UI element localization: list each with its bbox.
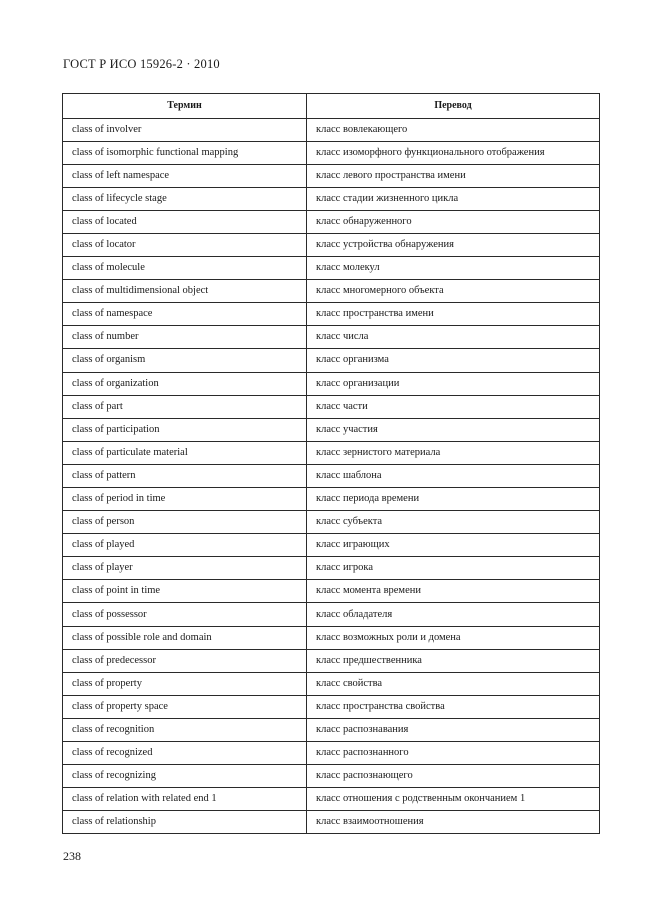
translation-cell: класс стадии жизненного цикла: [307, 187, 600, 210]
translation-cell: класс вовлекающего: [307, 118, 600, 141]
table-row: [63, 488, 600, 511]
translation-cell: класс свойства: [307, 672, 600, 695]
table-header-row: [63, 94, 600, 119]
table-row: [63, 603, 600, 626]
translation-cell: класс участия: [307, 418, 600, 441]
terms-table: [62, 93, 600, 834]
term-cell: class of recognition: [63, 718, 307, 741]
table-row: [63, 788, 600, 811]
term-cell: class of possessor: [63, 603, 307, 626]
table-row: [63, 511, 600, 534]
translation-cell: класс многомерного объекта: [307, 280, 600, 303]
translation-cell: класс пространства свойства: [307, 695, 600, 718]
translation-cell: класс числа: [307, 326, 600, 349]
translation-cell: класс субъекта: [307, 511, 600, 534]
table-row: [63, 210, 600, 233]
table-row: [63, 257, 600, 280]
table-row: [63, 441, 600, 464]
table-row: [63, 164, 600, 187]
translation-cell: класс взаимоотношения: [307, 811, 600, 834]
term-cell: class of recognizing: [63, 765, 307, 788]
page-number: 238: [63, 849, 81, 863]
table-row: [63, 464, 600, 487]
table-row: [63, 418, 600, 441]
term-cell: class of isomorphic functional mapping: [63, 141, 307, 164]
term-cell: class of recognized: [63, 742, 307, 765]
table-row: [63, 349, 600, 372]
term-cell: class of located: [63, 210, 307, 233]
table-row: [63, 187, 600, 210]
table-row: [63, 557, 600, 580]
table-row: [63, 742, 600, 765]
translation-cell: класс играющих: [307, 534, 600, 557]
translation-cell: класс молекул: [307, 257, 600, 280]
translation-cell: класс периода времени: [307, 488, 600, 511]
translation-cell: класс изоморфного функционального отображения: [307, 141, 600, 164]
translation-cell: класс распознавания: [307, 718, 600, 741]
table-row: [63, 303, 600, 326]
column-header-translation: Перевод: [307, 94, 600, 119]
terms-table-body: [63, 118, 600, 834]
term-cell: class of part: [63, 395, 307, 418]
document-header: ГОСТ Р ИСО 15926-2 · 2010: [63, 57, 220, 71]
term-cell: class of involver: [63, 118, 307, 141]
table-row: [63, 395, 600, 418]
table-row: [63, 649, 600, 672]
translation-cell: класс обладателя: [307, 603, 600, 626]
table-row: [63, 580, 600, 603]
term-cell: class of molecule: [63, 257, 307, 280]
term-cell: class of possible role and domain: [63, 626, 307, 649]
column-header-term: Термин: [63, 94, 307, 119]
translation-cell: класс отношения с родственным окончанием 1: [307, 788, 600, 811]
term-cell: class of property: [63, 672, 307, 695]
term-cell: class of lifecycle stage: [63, 187, 307, 210]
term-cell: class of participation: [63, 418, 307, 441]
table-row: [63, 626, 600, 649]
term-cell: class of relationship: [63, 811, 307, 834]
term-cell: class of predecessor: [63, 649, 307, 672]
translation-cell: класс обнаруженного: [307, 210, 600, 233]
translation-cell: класс устройства обнаружения: [307, 233, 600, 256]
term-cell: class of player: [63, 557, 307, 580]
table-row: [63, 280, 600, 303]
term-cell: class of organization: [63, 372, 307, 395]
translation-cell: класс части: [307, 395, 600, 418]
translation-cell: класс левого пространства имени: [307, 164, 600, 187]
translation-cell: класс пространства имени: [307, 303, 600, 326]
table-row: [63, 534, 600, 557]
term-cell: class of left namespace: [63, 164, 307, 187]
table-row: [63, 765, 600, 788]
table-row: [63, 718, 600, 741]
term-cell: class of multidimensional object: [63, 280, 307, 303]
table-row: [63, 372, 600, 395]
translation-cell: класс момента времени: [307, 580, 600, 603]
term-cell: class of locator: [63, 233, 307, 256]
translation-cell: класс шаблона: [307, 464, 600, 487]
translation-cell: класс зернистого материала: [307, 441, 600, 464]
term-cell: class of relation with related end 1: [63, 788, 307, 811]
term-cell: class of particulate material: [63, 441, 307, 464]
term-cell: class of point in time: [63, 580, 307, 603]
table-row: [63, 695, 600, 718]
term-cell: class of person: [63, 511, 307, 534]
table-row: [63, 672, 600, 695]
table-row: [63, 811, 600, 834]
translation-cell: класс организма: [307, 349, 600, 372]
table-row: [63, 141, 600, 164]
term-cell: class of organism: [63, 349, 307, 372]
translation-cell: класс распознающего: [307, 765, 600, 788]
table-row: [63, 233, 600, 256]
term-cell: class of namespace: [63, 303, 307, 326]
table-row: [63, 118, 600, 141]
translation-cell: класс предшественника: [307, 649, 600, 672]
translation-cell: класс распознанного: [307, 742, 600, 765]
translation-cell: класс игрока: [307, 557, 600, 580]
translation-cell: класс организации: [307, 372, 600, 395]
table-row: [63, 326, 600, 349]
term-cell: class of period in time: [63, 488, 307, 511]
translation-cell: класс возможных роли и домена: [307, 626, 600, 649]
term-cell: class of property space: [63, 695, 307, 718]
term-cell: class of played: [63, 534, 307, 557]
term-cell: class of pattern: [63, 464, 307, 487]
term-cell: class of number: [63, 326, 307, 349]
